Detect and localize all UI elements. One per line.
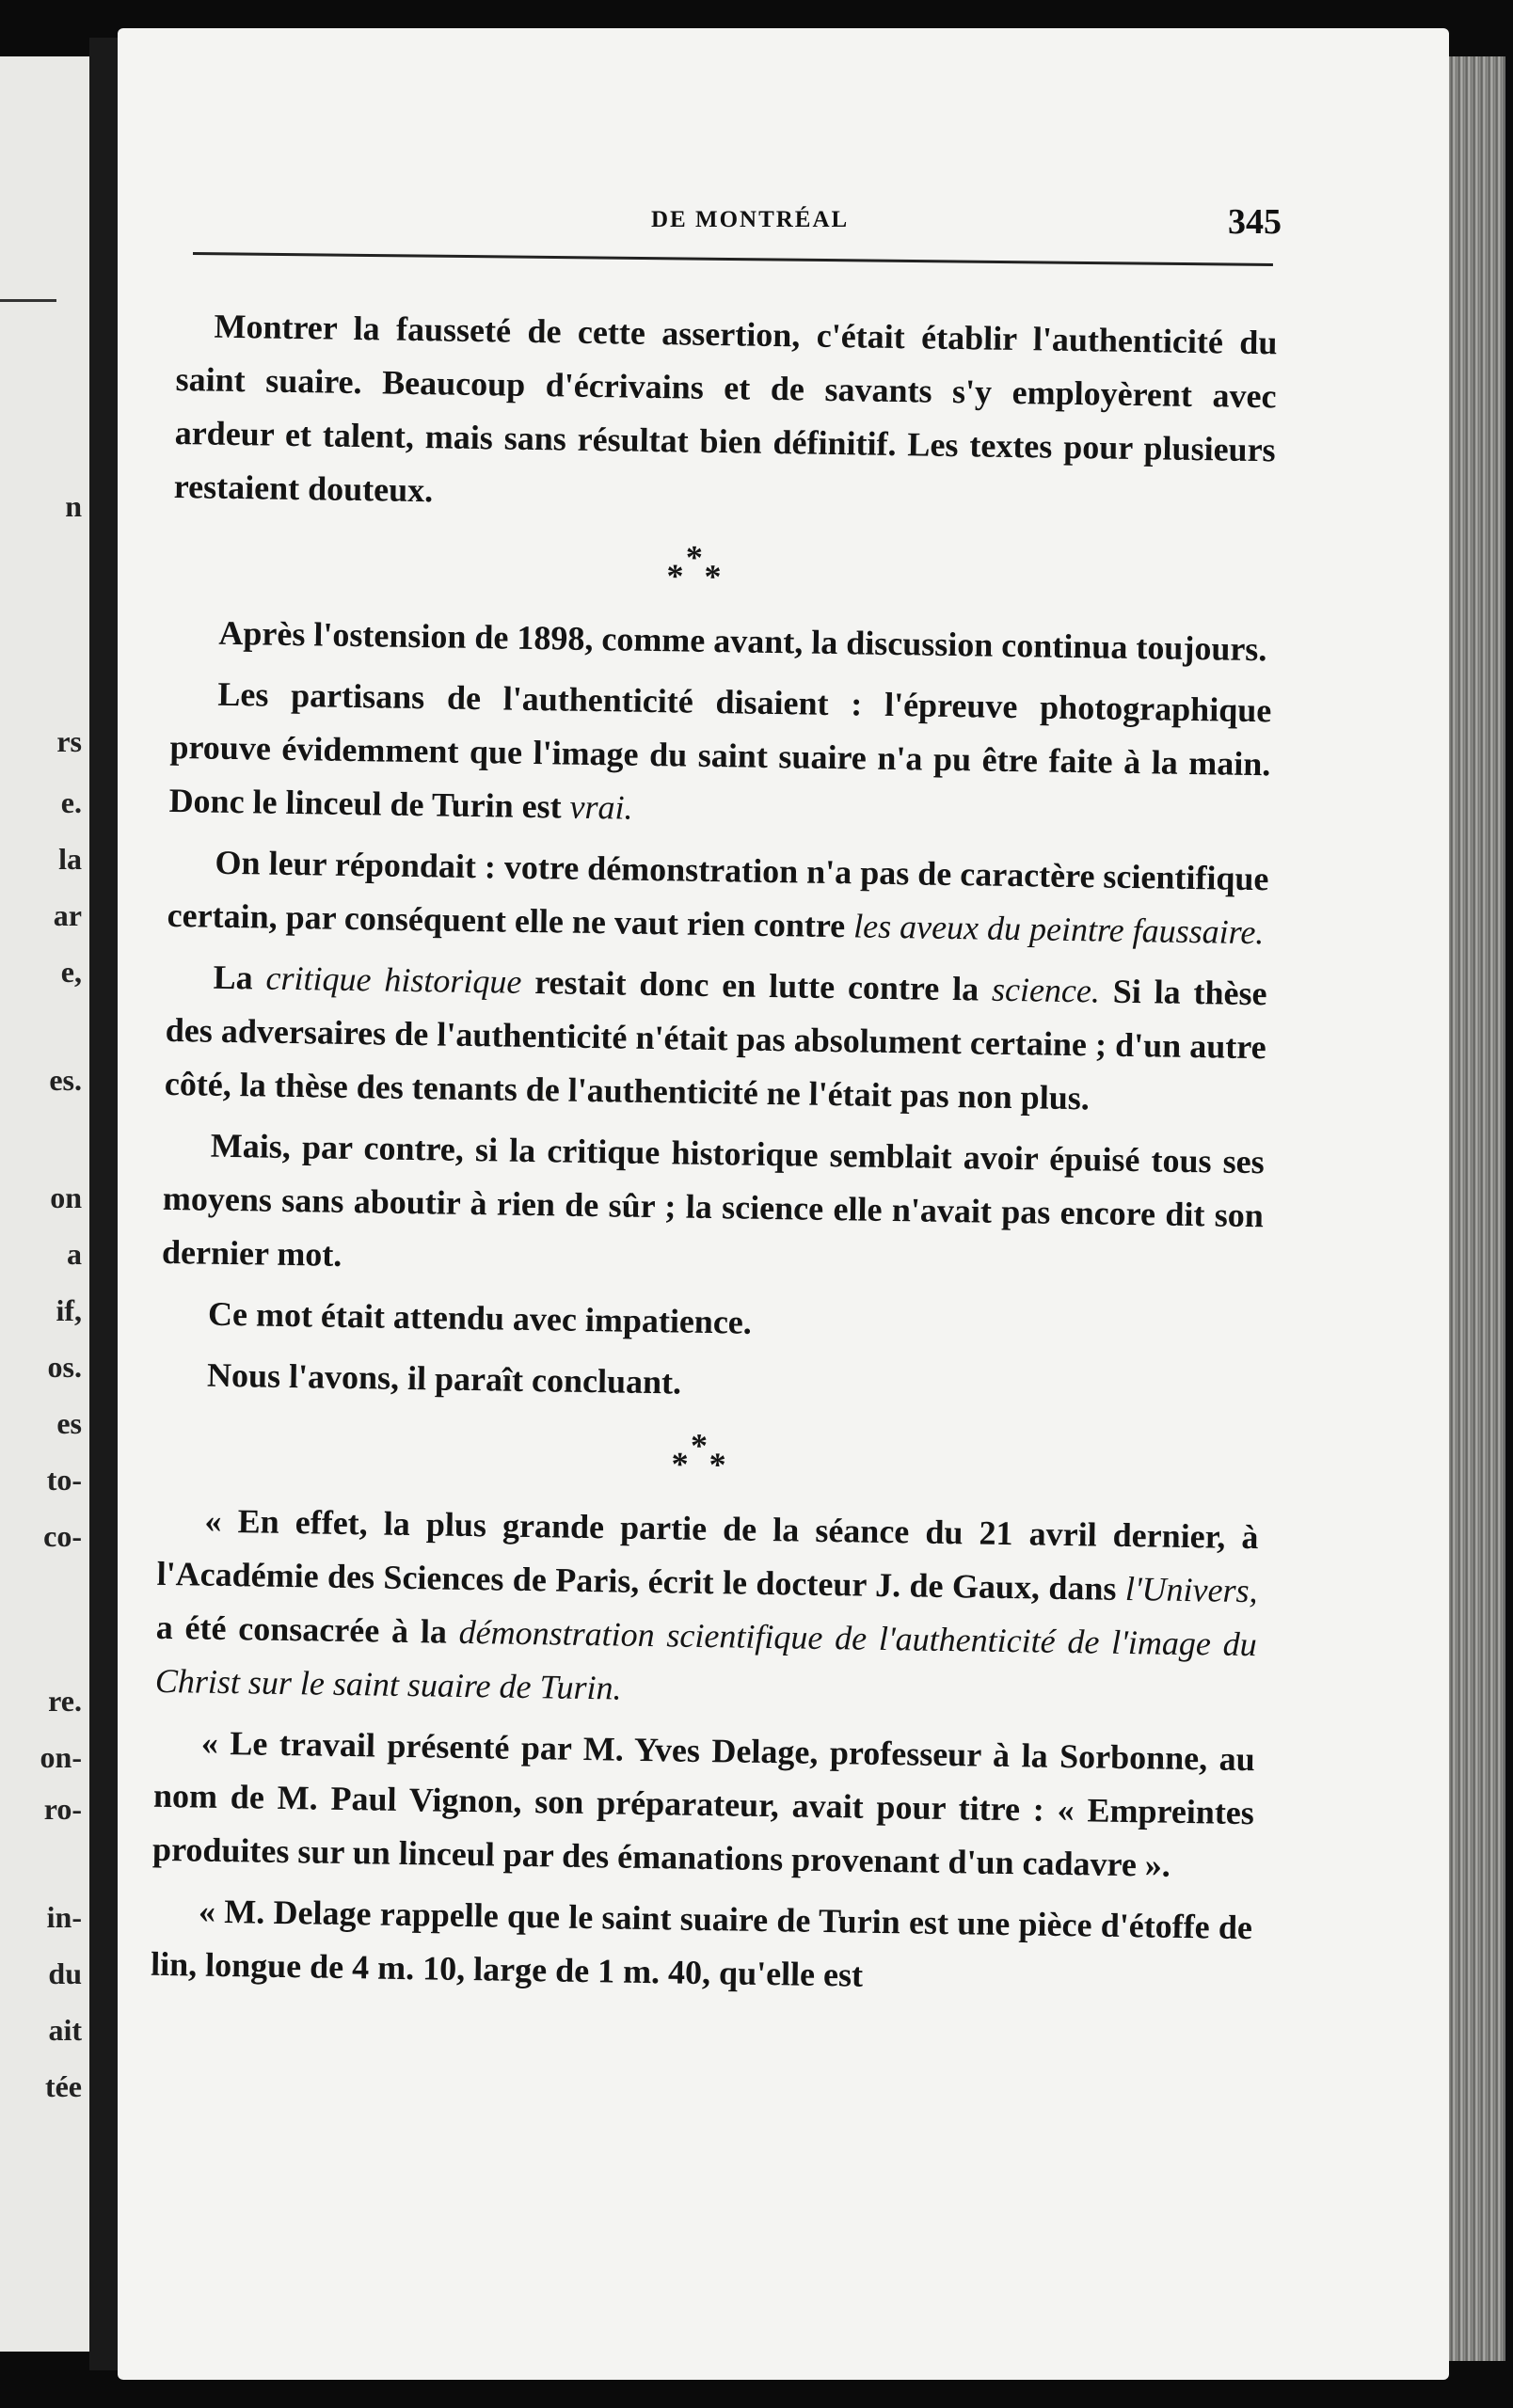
page-stack-edge [1449, 56, 1505, 2361]
facing-page-fragment: es [56, 1406, 82, 1440]
facing-page-fragment: ar [53, 898, 82, 932]
book-gutter [89, 38, 118, 2370]
facing-page-fragment: a [67, 1237, 82, 1271]
facing-page-fragment: on- [40, 1740, 82, 1774]
facing-page-fragment: os. [47, 1350, 82, 1384]
paragraph: Nous l'avons, il paraît concluant. [206, 1355, 682, 1402]
separator-star: * [704, 557, 722, 596]
separator-star: * [671, 1445, 689, 1483]
paragraph: Montrer la fausseté de cette assertion, c'était établir l'authenticité du saint suaire. Beaucoup d'écrivains et de savants s'y employèrent avec ardeur et talent, mais sans résultat bien définitif. Les textes pour plusieurs restaient douteux. [173, 307, 1278, 510]
paragraph: Après l'ostension de 1898, comme avant, la discussion continua toujours. [218, 613, 1267, 669]
facing-page-fragment: on [50, 1180, 82, 1214]
page-number: 345 [1228, 202, 1282, 242]
facing-page-fragment: n [65, 489, 82, 523]
paragraph: « Le travail présenté par M. Yves Delage, professeur à la Sorbonne, au nom de M. Paul Vignon, son préparateur, avait pour titre : « Empreintes produites sur un linceul par des émanations provenant d'un cadavre ». [151, 1723, 1256, 1884]
facing-page-edge [0, 56, 89, 2352]
facing-page-fragment: in- [46, 1900, 82, 1934]
paragraph: On leur répondait : votre démonstration n'a pas de caractère scientifique certain, par conséquent elle ne vaut rien contre les aveux du peintre faussaire. [167, 843, 1269, 952]
separator-star: * [690, 1426, 709, 1465]
paragraph: Mais, par contre, si la critique historique semblait avoir épuisé tous ses moyens sans aboutir à rien de sûr ; la science elle n'avait pas encore dit son dernier mot. [161, 1126, 1266, 1274]
facing-page-fragment: if, [56, 1293, 82, 1327]
separator-star: * [709, 1446, 726, 1484]
facing-page-rule [0, 299, 56, 302]
paragraph: Ce mot était attendu avec impatience. [207, 1294, 753, 1341]
facing-page-fragment: ait [48, 2013, 82, 2047]
facing-page-fragment: co- [43, 1519, 82, 1553]
section-separator [158, 1409, 1260, 1511]
separator-star: * [685, 538, 704, 577]
paragraph: « M. Delage rappelle que le saint suaire de Turin est une pièce d'étoffe de lin, longue de 4 m. 10, large de 1 m. 40, qu'elle est [150, 1892, 1253, 1994]
facing-page-fragment: e. [60, 785, 82, 819]
facing-page-fragment: e, [60, 955, 82, 989]
facing-page-fragment: ro- [43, 1792, 82, 1826]
facing-page-fragment: tée [44, 2069, 82, 2103]
running-head: DE MONTRÉAL [651, 207, 850, 232]
facing-page-fragment: to- [46, 1463, 82, 1497]
paragraph: Les partisans de l'authenticité disaient : l'épreuve photographique prouve évidemment que l'image du saint suaire n'a pu être faite à la main. Donc le linceul de Turin est vrai. [168, 674, 1272, 827]
paragraph: La critique historique restait donc en lutte contre la science. Si la thèse des adversaires de l'authenticité n'était pas absolument certaine ; d'un autre côté, la thèse des tenants de l'authenticité ne l'était pas non plus. [164, 958, 1267, 1117]
separator-star: * [666, 557, 684, 595]
section-separator [172, 521, 1274, 623]
facing-page-fragment: la [58, 842, 82, 876]
facing-page-fragment: rs [56, 724, 82, 758]
paragraph: « En effet, la plus grande partie de la séance du 21 avril dernier, à l'Académie des Sciences de Paris, écrit le docteur J. de Gaux, dans l'Univers, a été consacrée à la démonstration scientifique de l'authenticité de l'image du Christ sur le saint suaire de Turin. [154, 1501, 1259, 1707]
body-text [151, 299, 1278, 2016]
facing-page-fragment: es. [49, 1063, 82, 1097]
facing-page-fragment: re. [48, 1684, 82, 1718]
facing-page-fragment: du [48, 1956, 82, 1990]
